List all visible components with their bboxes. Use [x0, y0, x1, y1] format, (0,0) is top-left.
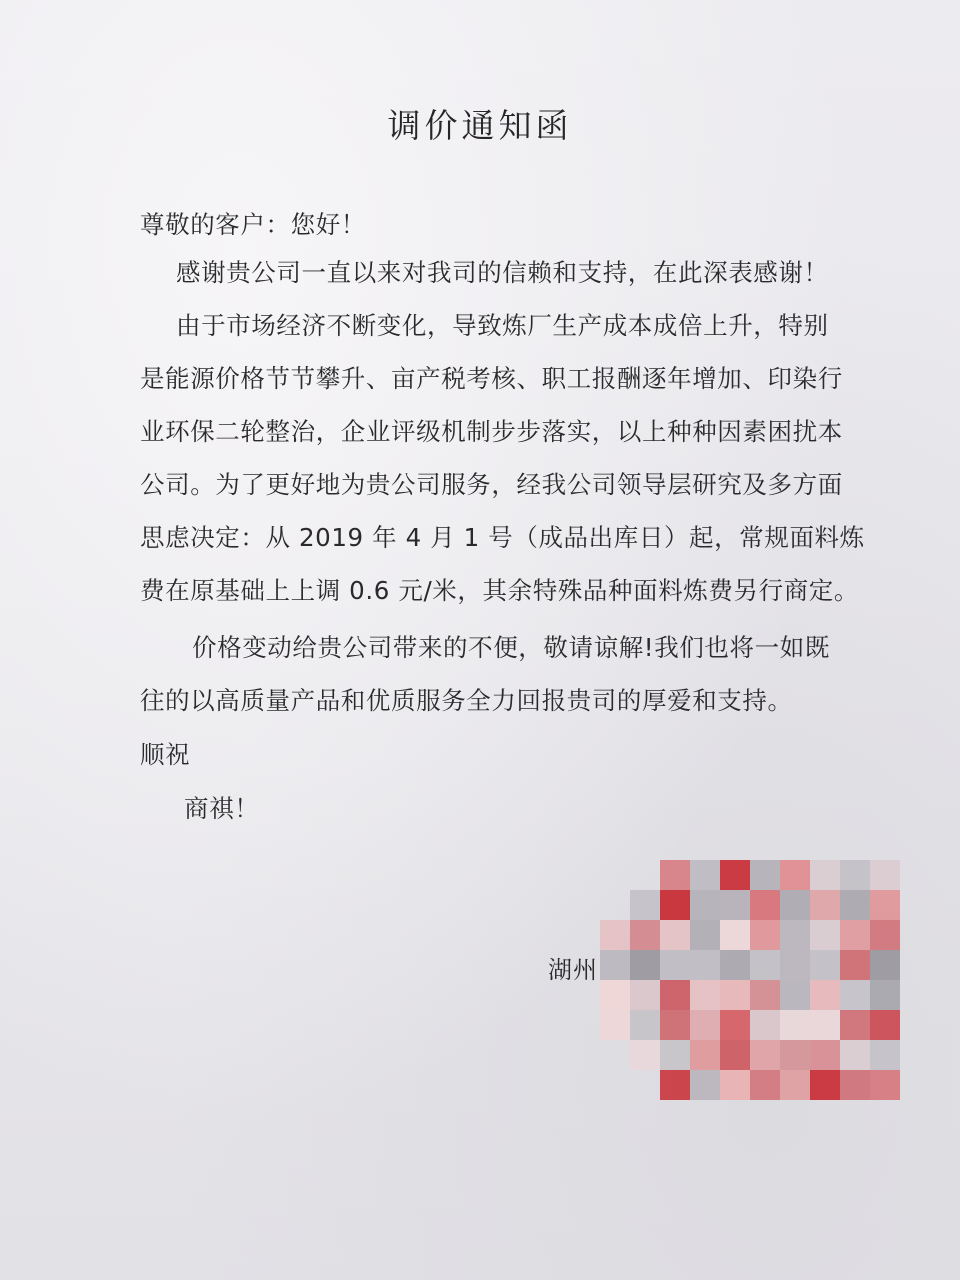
mosaic-cell [750, 950, 780, 980]
mosaic-cell [660, 980, 690, 1010]
mosaic-cell [840, 920, 870, 950]
mosaic-cell [660, 950, 690, 980]
mosaic-cell [720, 980, 750, 1010]
paragraph-reason-line: 公司。为了更好地为贵公司服务，经我公司领导层研究及多方面 [140, 470, 843, 499]
mosaic-cell [810, 950, 840, 980]
mosaic-cell [690, 980, 720, 1010]
mosaic-cell [720, 950, 750, 980]
mosaic-cell [720, 890, 750, 920]
mosaic-cell [720, 1010, 750, 1040]
paragraph-reason-line: 由于市场经济不断变化，导致炼厂生产成本成倍上升，特别 [176, 311, 829, 340]
mosaic-cell [750, 920, 780, 950]
mosaic-cell [690, 860, 720, 890]
salutation: 尊敬的客户：您好！ [140, 210, 366, 239]
mosaic-cell [810, 890, 840, 920]
mosaic-cell [630, 1040, 660, 1070]
mosaic-cell [870, 1010, 900, 1040]
mosaic-cell [750, 890, 780, 920]
closing-wish: 顺祝 [140, 740, 191, 769]
mosaic-cell [750, 980, 780, 1010]
mosaic-cell [600, 920, 630, 950]
mosaic-cell [870, 950, 900, 980]
paragraph-apology-line: 往的以高质量产品和优质服务全力回报贵司的厚爱和支持。 [140, 686, 793, 715]
mosaic-cell [870, 920, 900, 950]
paragraph-apology-line: 价格变动给贵公司带来的不便，敬请谅解!我们也将一如既 [192, 633, 830, 662]
mosaic-cell [660, 860, 690, 890]
mosaic-cell [840, 980, 870, 1010]
mosaic-cell [810, 1040, 840, 1070]
mosaic-cell [870, 1040, 900, 1070]
mosaic-cell [870, 1070, 900, 1100]
mosaic-cell [750, 1010, 780, 1040]
paragraph-reason-line: 费在原基础上上调 0.6 元/米，其余特殊品种面料炼费另行商定。 [140, 576, 859, 605]
mosaic-cell [720, 860, 750, 890]
mosaic-cell [810, 920, 840, 950]
paragraph-reason-line: 思虑决定：从 2019 年 4 月 1 号（成品出库日）起，常规面料炼 [140, 523, 865, 552]
mosaic-cell [840, 950, 870, 980]
mosaic-cell [600, 980, 630, 1010]
mosaic-cell [780, 860, 810, 890]
mosaic-cell [870, 980, 900, 1010]
mosaic-cell [690, 950, 720, 980]
closing-regards: 商祺！ [184, 794, 260, 823]
company-name-prefix: 湖州 [548, 956, 598, 984]
mosaic-cell [660, 1070, 690, 1100]
mosaic-cell [780, 890, 810, 920]
mosaic-cell [720, 920, 750, 950]
mosaic-cell [630, 1010, 660, 1040]
mosaic-cell [810, 1010, 840, 1040]
mosaic-cell [750, 1040, 780, 1070]
mosaic-cell [810, 980, 840, 1010]
mosaic-cell [810, 1070, 840, 1100]
mosaic-cell [600, 1010, 630, 1040]
mosaic-cell [690, 1040, 720, 1070]
mosaic-cell [720, 1070, 750, 1100]
paragraph-reason-line: 业环保二轮整治，企业评级机制步步落实，以上种种因素困扰本 [140, 417, 843, 446]
mosaic-cell [840, 1070, 870, 1100]
mosaic-cell [780, 1040, 810, 1070]
mosaic-cell [870, 860, 900, 890]
mosaic-cell [840, 860, 870, 890]
mosaic-cell [690, 890, 720, 920]
mosaic-cell [840, 890, 870, 920]
mosaic-cell [630, 980, 660, 1010]
mosaic-cell [780, 920, 810, 950]
mosaic-cell [690, 920, 720, 950]
mosaic-cell [780, 950, 810, 980]
mosaic-cell [840, 1040, 870, 1070]
letter-title: 调价通知函 [387, 106, 573, 145]
mosaic-cell [690, 1010, 720, 1040]
mosaic-cell [810, 860, 840, 890]
mosaic-cell [630, 890, 660, 920]
redacted-stamp-mosaic [600, 860, 900, 1100]
mosaic-cell [660, 1040, 690, 1070]
mosaic-cell [630, 950, 660, 980]
mosaic-cell [630, 920, 660, 950]
paragraph-thanks-line: 感谢贵公司一直以来对我司的信赖和支持，在此深表感谢！ [176, 258, 829, 287]
mosaic-cell [750, 860, 780, 890]
mosaic-cell [780, 1070, 810, 1100]
mosaic-cell [720, 1040, 750, 1070]
mosaic-cell [750, 1070, 780, 1100]
paragraph-reason-line: 是能源价格节节攀升、亩产税考核、职工报酬逐年增加、印染行 [140, 364, 843, 393]
mosaic-cell [600, 950, 630, 980]
mosaic-cell [780, 1010, 810, 1040]
mosaic-cell [660, 1010, 690, 1040]
mosaic-cell [660, 920, 690, 950]
mosaic-cell [870, 890, 900, 920]
mosaic-cell [780, 980, 810, 1010]
mosaic-cell [840, 1010, 870, 1040]
mosaic-cell [690, 1070, 720, 1100]
mosaic-cell [660, 890, 690, 920]
